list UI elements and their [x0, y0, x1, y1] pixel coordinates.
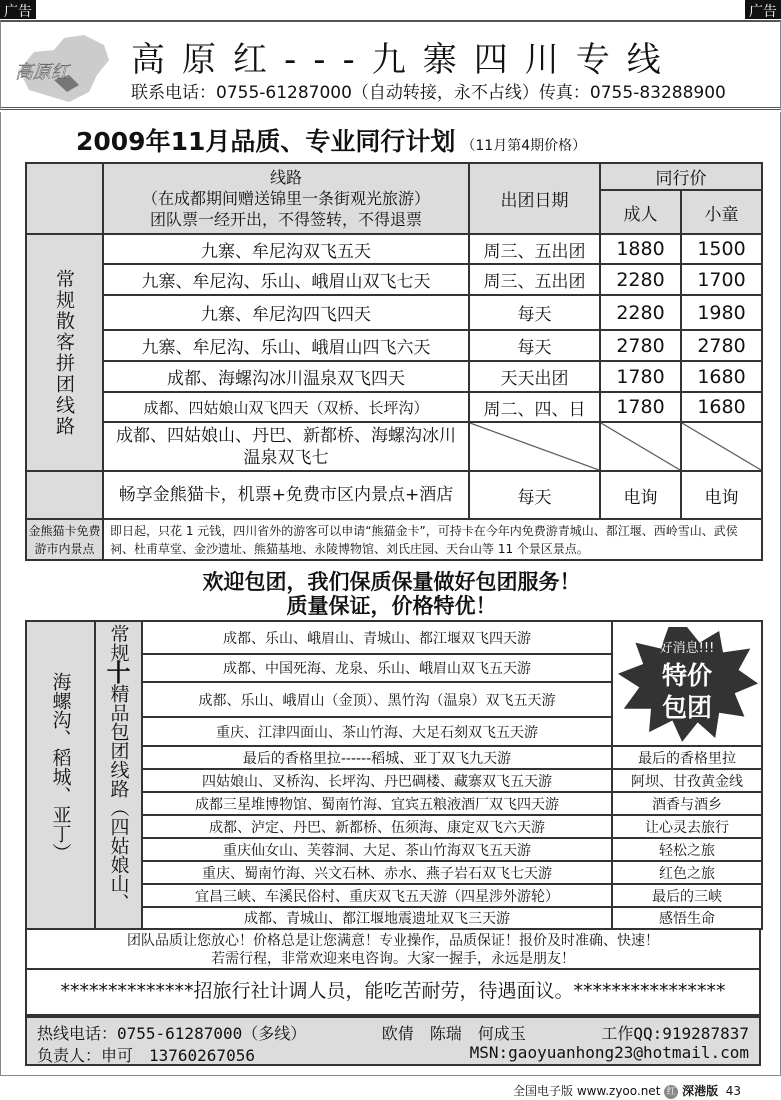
- badge-icon: 红: [664, 1085, 678, 1099]
- price-table: [25, 162, 763, 561]
- date-cell: 每天: [469, 330, 600, 361]
- adult-price: 2780: [600, 330, 681, 361]
- route-cell: 畅享金熊猫卡，机票+免费市区内景点+酒店: [103, 471, 469, 519]
- manager-contact: 负责人：申可 13760267056: [37, 1046, 255, 1065]
- plan-subtitle: （11月第4期价格）: [461, 138, 587, 154]
- panda-card-label: 金熊猫卡免费游市内景点: [26, 519, 103, 560]
- route-cell: 成都、海螺沟冰川温泉双飞四天: [103, 361, 469, 392]
- burst-small-text: 好消息!!!: [659, 641, 715, 656]
- ad-label-right: 广告: [745, 0, 781, 19]
- plus-sign: 十: [106, 659, 131, 687]
- adult-price: 2280: [600, 295, 681, 330]
- route-cell: 九寨、牟尼沟双飞五天: [103, 234, 469, 264]
- child-price: 2780: [681, 330, 762, 361]
- service-notes: [25, 930, 761, 970]
- tour-name: 酒香与酒乡: [612, 792, 762, 815]
- panda-section-label: [26, 471, 103, 519]
- hotline: 热线电话：0755-61287000（多线）: [37, 1024, 307, 1043]
- tour-name: 感悟生命: [612, 907, 762, 929]
- route-cell: 成都、乐山、峨眉山（金顶）、黑竹沟（温泉）双飞五天游: [142, 682, 612, 717]
- child-price: 1680: [681, 392, 762, 422]
- plan-title-text: 2009年11月品质、专业同行计划: [76, 127, 456, 156]
- tour-name: 轻松之旅: [612, 838, 762, 861]
- date-cell: 每天: [469, 295, 600, 330]
- route-cell: 成都、泸定、丹巴、新都桥、伍须海、康定双飞六天游: [142, 815, 612, 838]
- date-cell: 天天出团: [469, 361, 600, 392]
- header-contact: 联系电话：0755-61287000（自动转接，永不占线）传真：0755-83288900: [131, 83, 726, 103]
- header: [0, 20, 781, 110]
- child-price: 1500: [681, 234, 762, 264]
- empty-cell: [681, 422, 762, 471]
- header-route-note: （在成都期间赠送锦里一条街观光旅游）: [141, 189, 430, 208]
- route-cell: 重庆仙女山、芙蓉洞、大足、茶山竹海双飞五天游: [142, 838, 612, 861]
- section-label: [26, 234, 103, 471]
- tour-name: 红色之旅: [612, 861, 762, 884]
- adult-price: 1880: [600, 234, 681, 264]
- route-cell: 重庆、江津四面山、茶山竹海、大足石刻双飞五天游: [142, 717, 612, 746]
- contact-box: [25, 1016, 761, 1066]
- header-date: 出团日期: [469, 163, 600, 234]
- qq-number: 工作QQ:919287837: [601, 1024, 749, 1043]
- panda-card-description: 即日起，只花 1 元钱，四川省外的游客可以申请“熊猫金卡”，可持卡在今年内免费游青城山、都江堰、西岭雪山、武侯祠、杜甫草堂、金沙遗址、熊猫基地、永陵博物馆、刘氏庄园、天台山等 11 个景区景点。: [103, 519, 762, 560]
- header-price: 同行价: [600, 163, 762, 190]
- notes-line-2: 若需行程，非常欢迎来电咨询。大家一握手，永远是朋友！: [211, 951, 575, 967]
- section-bottom-text: 精品包团线路（四姑娘山、: [107, 684, 130, 912]
- section-top-text: 常规: [107, 624, 130, 662]
- route-cell: 九寨、牟尼沟、乐山、峨眉山双飞七天: [103, 264, 469, 295]
- logo-china-map: [9, 30, 114, 106]
- empty-cell: [600, 422, 681, 471]
- staff-names: 欧倩 陈瑞 何成玉: [381, 1024, 526, 1043]
- header-route-title: 线路: [269, 168, 302, 187]
- plan-title: [76, 122, 586, 158]
- header-route-rule: 团队票一经开出，不得签转，不得退票: [149, 210, 422, 229]
- adult-price: 1780: [600, 361, 681, 392]
- tour-name: 阿坝、甘孜黄金线: [612, 769, 762, 792]
- route-cell: 成都、青城山、都江堰地震遗址双飞三天游: [142, 907, 612, 929]
- date-cell: 周三、五出团: [469, 264, 600, 295]
- route-cell: 宜昌三峡、车溪民俗村、重庆双飞五天游（四星涉外游轮）: [142, 884, 612, 907]
- date-cell: 周二、四、日: [469, 392, 600, 422]
- recruitment-notice: **************招旅行社计调人员，能吃苦耐劳，待遇面议。****************: [25, 970, 761, 1016]
- route-cell: 四姑娘山、叉桥沟、长坪沟、丹巴碉楼、藏寨双飞五天游: [142, 769, 612, 792]
- route-cell: 成都三星堆博物馆、蜀南竹海、宜宾五粮液酒厂双飞四天游: [142, 792, 612, 815]
- section-label-text: 常规散客拼团线路: [53, 268, 75, 437]
- notes-line-1: 团队品质让您放心！价格总是让您满意！专业操作，品质保证！报价及时准确、快速！: [127, 933, 659, 949]
- group-tour-table: [25, 620, 763, 930]
- route-cell: 九寨、牟尼沟、乐山、峨眉山四飞六天: [103, 330, 469, 361]
- route-cell: 成都、四姑娘山双飞四天（双桥、长坪沟）: [103, 392, 469, 422]
- tour-name: 最后的香格里拉: [612, 746, 762, 769]
- tour-name: 最后的三峡: [612, 884, 762, 907]
- msn-address: MSN:gaoyuanhong23@hotmail.com: [469, 1043, 749, 1062]
- ad-label-left: 广告: [0, 0, 36, 19]
- footer-site: 全国电子版 www.zyoo.net: [513, 1084, 661, 1098]
- route-cell: 成都、乐山、峨眉山、青城山、都江堰双飞四天游: [142, 621, 612, 654]
- child-price: 1680: [681, 361, 762, 392]
- route-cell: 九寨、牟尼沟四飞四天: [103, 295, 469, 330]
- adult-price: 2280: [600, 264, 681, 295]
- header-corner: [26, 163, 103, 234]
- welcome-banner: [1, 570, 781, 618]
- header-route: [103, 163, 469, 234]
- special-offer-burst: [612, 621, 762, 746]
- date-cell: 每天: [469, 471, 600, 519]
- child-price: 电询: [681, 471, 762, 519]
- page-number: 43: [725, 1084, 741, 1098]
- date-cell: 周三、五出团: [469, 234, 600, 264]
- child-price: 1700: [681, 264, 762, 295]
- footer-edition: 深港版: [682, 1084, 719, 1098]
- main-content: [0, 112, 781, 1076]
- burst-special-price-text: 特价: [661, 661, 712, 690]
- route-cell: 成都、中国死海、龙泉、乐山、峨眉山双飞五天游: [142, 654, 612, 682]
- header-child: 小童: [681, 190, 762, 234]
- page-footer: [513, 1082, 741, 1099]
- header-title: 高原红---九寨四川专线: [131, 40, 678, 80]
- side-label: [26, 621, 95, 929]
- welcome-line-2: 质量保证，价格特优！: [286, 594, 497, 618]
- welcome-line-1: 欢迎包团，我们保质保量做好包团服务！: [202, 570, 581, 594]
- child-price: 1980: [681, 295, 762, 330]
- adult-price: 1780: [600, 392, 681, 422]
- header-adult: 成人: [600, 190, 681, 234]
- tour-name: 让心灵去旅行: [612, 815, 762, 838]
- route-cell: 重庆、蜀南竹海、兴文石林、赤水、燕子岩石双飞七天游: [142, 861, 612, 884]
- route-cell: 最后的香格里拉------稻城、亚丁双飞九天游: [142, 746, 612, 769]
- burst-group-tour-text: 包团: [661, 693, 712, 722]
- svg-text:高原红: 高原红: [15, 62, 69, 83]
- route-cell: 成都、四姑娘山、丹巴、新都桥、海螺沟冰川温泉双飞七: [103, 422, 469, 471]
- section-label: [95, 621, 142, 929]
- empty-cell: [469, 422, 600, 471]
- side-label-text: 海螺沟、稻城、亚丁）: [49, 672, 72, 862]
- adult-price: 电询: [600, 471, 681, 519]
